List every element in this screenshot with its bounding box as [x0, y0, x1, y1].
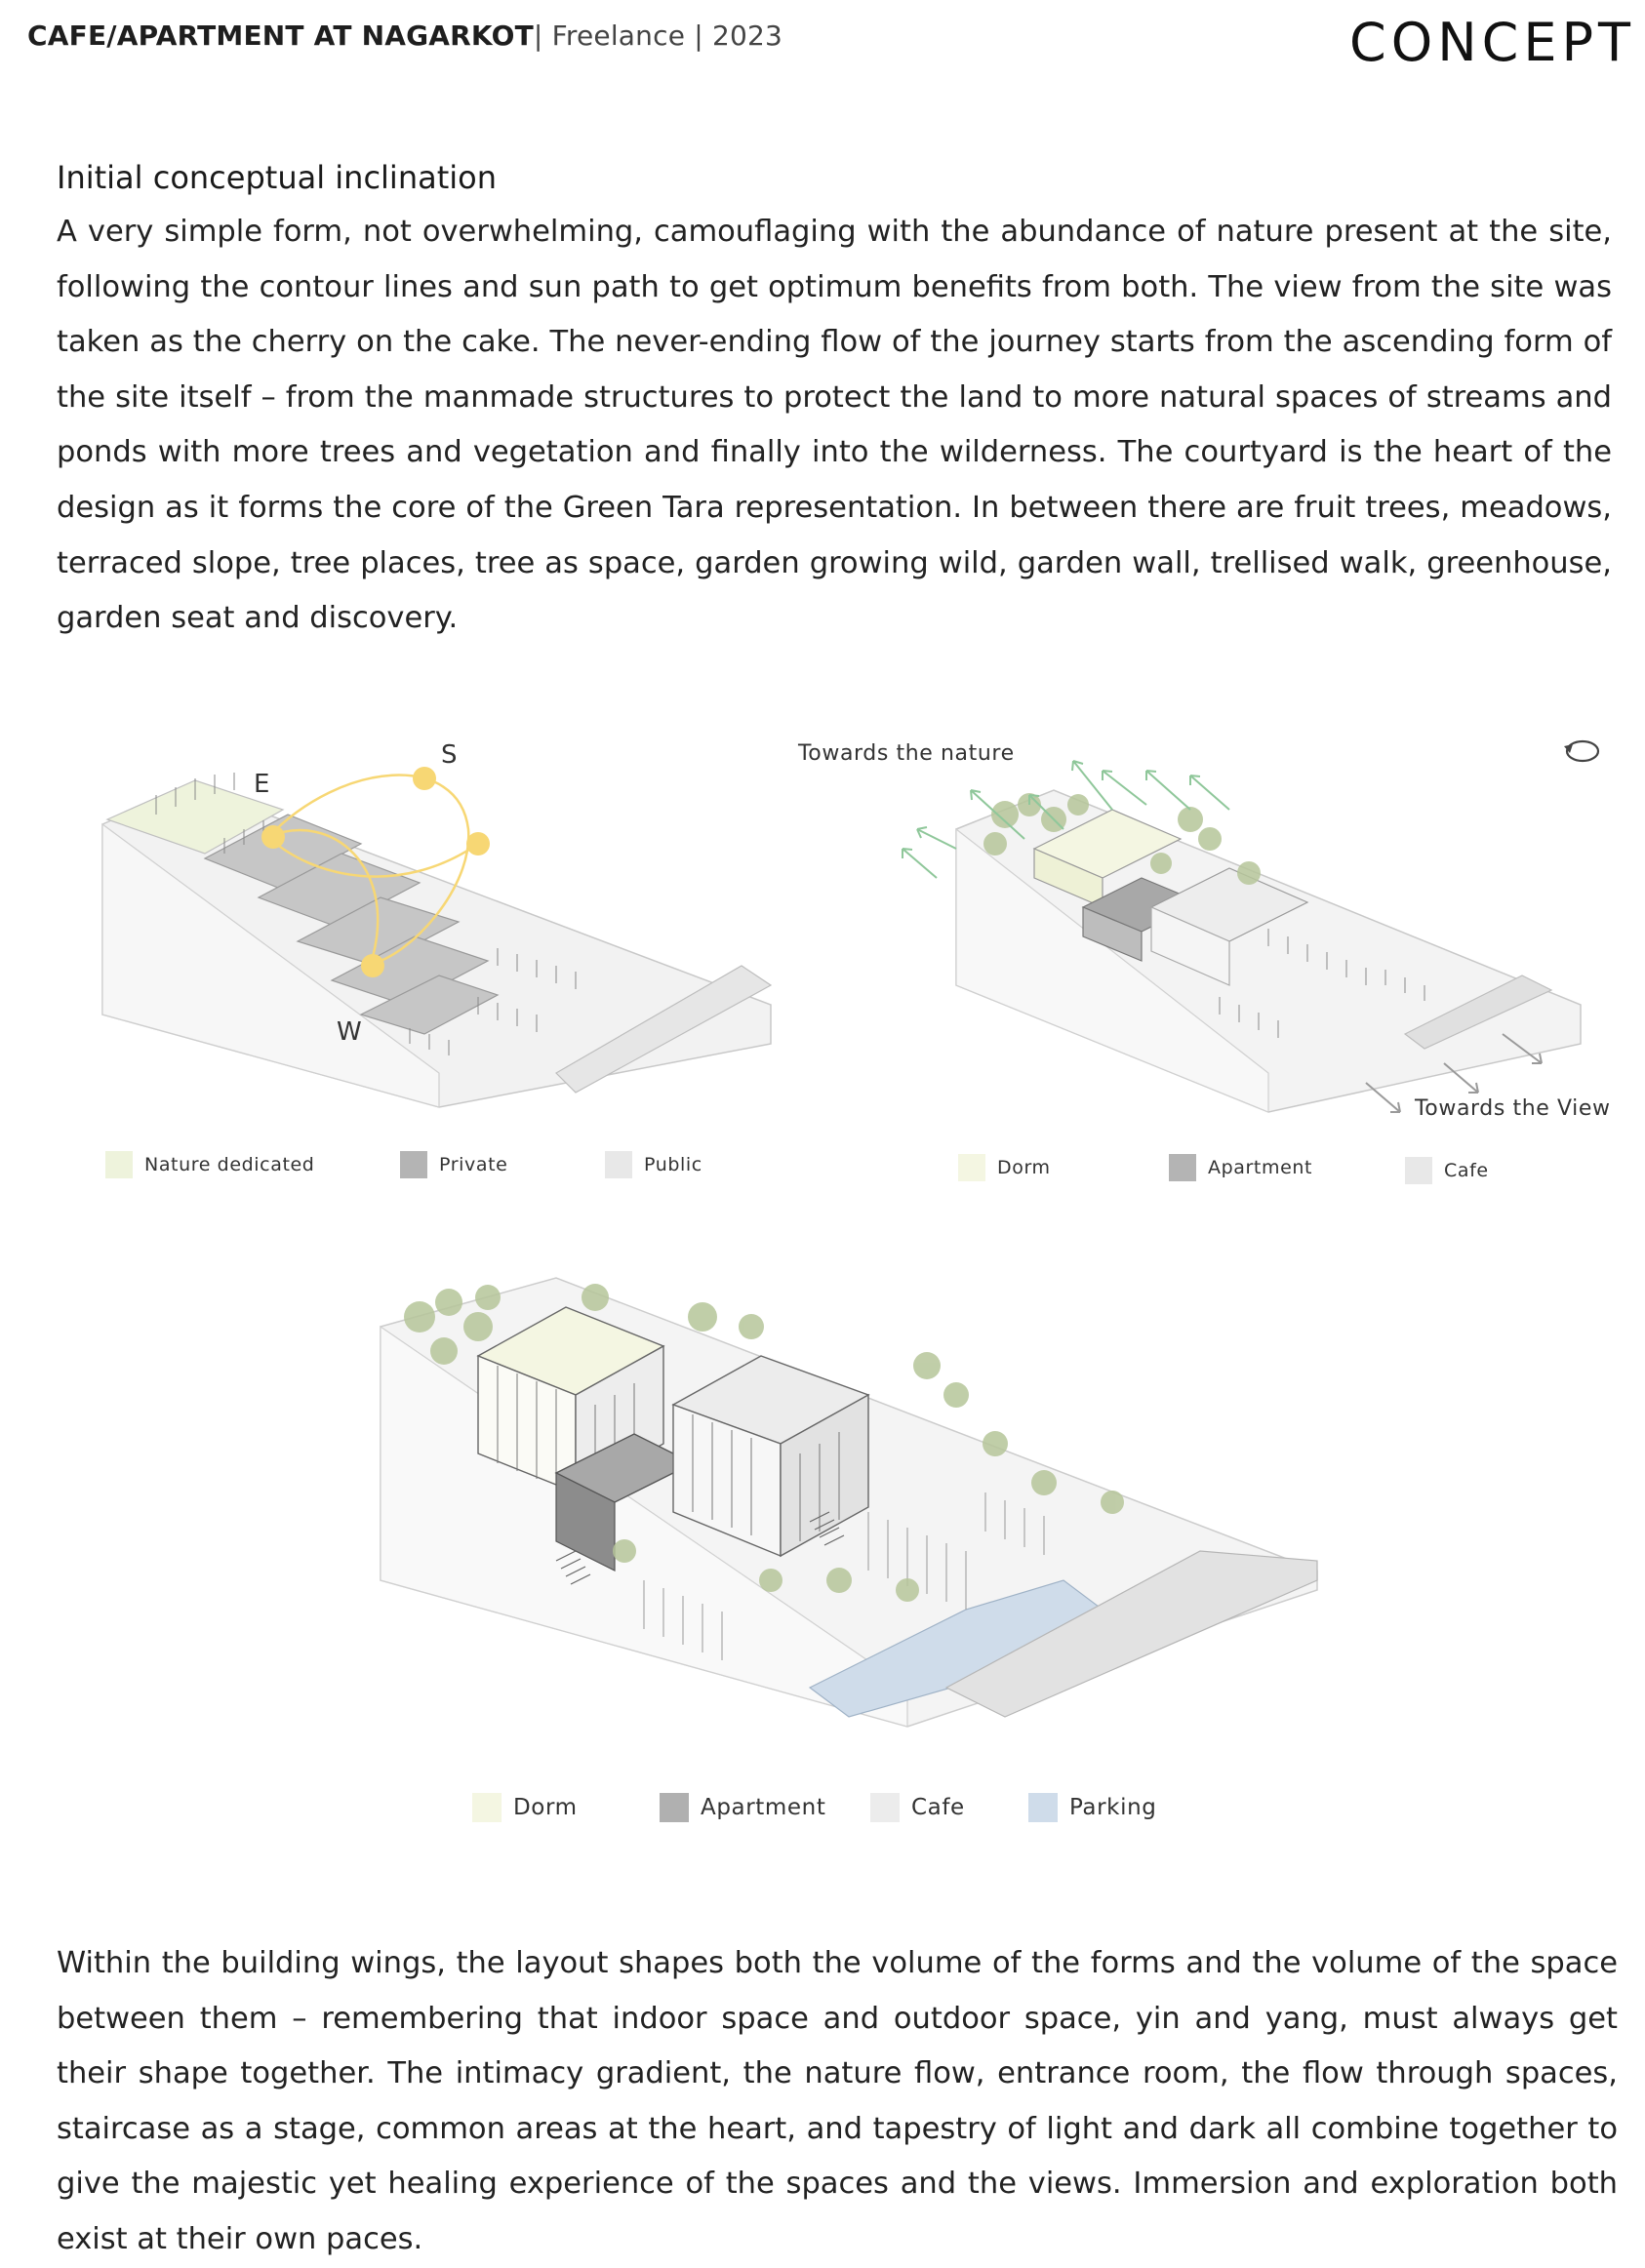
outro-paragraph: Within the building wings, the layout shapes both the volume of the forms and the volume of the space between them – remembering that indoor space and outdoor space, yin and yang, must always get their shape together. The intimacy gradient, the nature flow, entrance room, the flow through spaces, staircase as a stage, common areas at the heart, and tapestry of light and dark all combine together to give the majestic yet healing experience of the spaces and the views. Immersion and exploration both exist at their own paces.	[57, 1946, 1618, 2256]
sun-label-south: S	[441, 740, 458, 770]
section-title: CONCEPT	[1349, 12, 1635, 73]
legend-swatch	[472, 1793, 502, 1822]
legend-label: Nature dedicated	[144, 1154, 315, 1175]
legend-swatch	[105, 1151, 133, 1178]
legend-swatch	[1028, 1793, 1058, 1822]
legend-label: Apartment	[1208, 1157, 1313, 1178]
legend-item-apartment	[1169, 1154, 1312, 1181]
legend-label: Dorm	[513, 1795, 578, 1820]
legend-item-cafe	[1405, 1157, 1489, 1184]
sun-path-diagram	[88, 722, 849, 1132]
legend-item-apartment	[660, 1793, 825, 1822]
legend-label: Dorm	[997, 1157, 1051, 1178]
legend-swatch	[605, 1151, 632, 1178]
legend-item-nature	[105, 1151, 314, 1178]
sun-label-east: E	[254, 770, 270, 799]
sun-label-west: W	[337, 1017, 362, 1047]
intro-heading: Initial conceptual inclination	[57, 159, 497, 196]
legend-item-dorm	[472, 1793, 578, 1822]
annotation-towards-view: Towards the View	[1415, 1096, 1611, 1121]
legend-item-dorm	[958, 1154, 1051, 1181]
annotation-towards-nature: Towards the nature	[798, 741, 1015, 766]
legend-item-parking	[1028, 1793, 1156, 1822]
legend-swatch	[958, 1154, 985, 1181]
legend-label: Cafe	[1444, 1160, 1489, 1181]
legend-label: Cafe	[911, 1795, 965, 1820]
legend-label: Parking	[1069, 1795, 1157, 1820]
axonometric-diagram	[361, 1258, 1327, 1775]
legend-swatch	[870, 1793, 900, 1822]
legend-label: Apartment	[701, 1795, 826, 1820]
project-title: CAFE/APARTMENT AT NAGARKOT	[27, 20, 534, 52]
legend-swatch	[660, 1793, 689, 1822]
project-header	[27, 20, 782, 52]
legend-item-private	[400, 1151, 507, 1178]
legend-swatch	[400, 1151, 427, 1178]
legend-swatch	[1405, 1157, 1432, 1184]
orientation-diagram	[898, 751, 1620, 1141]
legend-swatch	[1169, 1154, 1196, 1181]
legend-item-public	[605, 1151, 702, 1178]
project-meta: | Freelance | 2023	[533, 20, 783, 52]
legend-item-cafe	[870, 1793, 965, 1822]
intro-paragraph: A very simple form, not overwhelming, camouflaging with the abundance of nature present at the site, following the contour lines and sun path to get optimum benefits from both. The view from the site was taken as the cherry on the cake. The never-ending flow of the journey starts from the ascending form of the site itself – from the manmade structures to protect the land to more natural spaces of streams and ponds with more trees and vegetation and finally into the wilderness. The courtyard is the heart of the design as it forms the core of the Green Tara representation. In between there are fruit trees, meadows, terraced slope, tree places, tree as space, garden growing wild, garden wall, trellised walk, greenhouse, garden seat and discovery.	[57, 215, 1612, 636]
legend-label: Public	[644, 1154, 702, 1175]
legend-label: Private	[439, 1154, 508, 1175]
